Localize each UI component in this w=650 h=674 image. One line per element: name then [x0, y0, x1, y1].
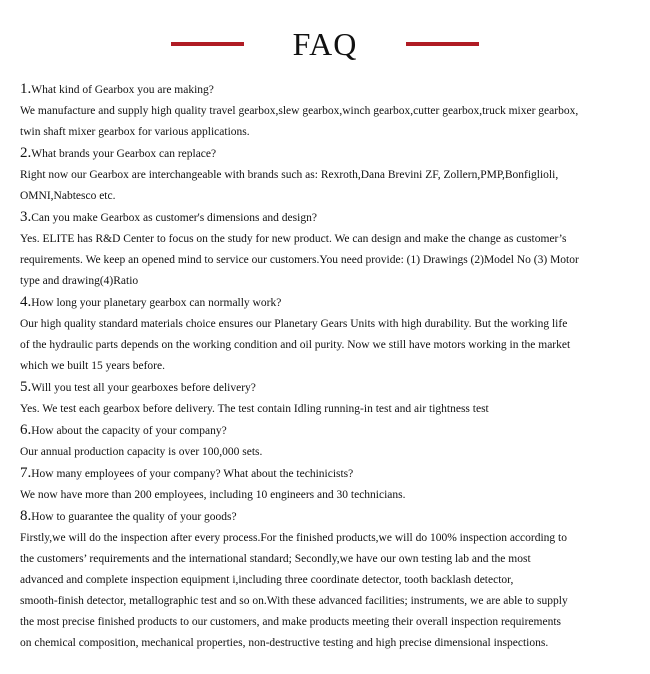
- faq-item: [20, 207, 640, 292]
- answer-line: We manufacture and supply high quality travel gearbox,slew gearbox,winch gearbox,cutter gearbox,truck mixer gearbox,: [20, 105, 579, 117]
- question-text: How many employees of your company? What about the techinicists?: [31, 468, 354, 480]
- answer-line: the customers’ requirements and the international standard; Secondly,we have our own testing lab and the most: [20, 553, 531, 565]
- faq-header: [0, 22, 650, 66]
- answer-line: of the hydraulic parts depends on the working condition and oil purity. Now we still have motors working in the market: [20, 339, 571, 351]
- answer-line: type and drawing(4)Ratio: [20, 275, 139, 287]
- faq-item: [20, 506, 640, 654]
- answer-line: Yes. We test each gearbox before delivery. The test contain Idling running-in test and air tightness test: [20, 403, 489, 415]
- question-number: 8.: [20, 508, 32, 524]
- question-number: 7.: [20, 465, 32, 481]
- faq-answer: [20, 528, 640, 654]
- page-title: FAQ: [292, 26, 358, 62]
- answer-line: smooth-finish detector, metallographic test and so on.With these advanced facilities; instruments, we are able to supply: [20, 595, 568, 607]
- faq-question: [20, 207, 640, 229]
- faq-question: [20, 143, 640, 165]
- answer-line: Firstly,we will do the inspection after every process.For the finished products,we will do 100% inspection according to: [20, 532, 567, 544]
- faq-item: [20, 79, 640, 143]
- answer-line: OMNI,Nabtesco etc.: [20, 190, 116, 202]
- question-text: Will you test all your gearboxes before delivery?: [31, 382, 256, 394]
- answer-line: requirements. We keep an opened mind to service our customers.You need provide: (1) Drawings (2)Model No (3) Motor: [20, 254, 579, 266]
- right-accent-rule: [406, 42, 479, 46]
- question-number: 5.: [20, 379, 32, 395]
- answer-line: advanced and complete inspection equipment i,including three coordinate detector, tooth backlash detector,: [20, 574, 514, 586]
- answer-line: twin shaft mixer gearbox for various applications.: [20, 126, 250, 138]
- question-number: 3.: [20, 209, 32, 225]
- question-text: How about the capacity of your company?: [31, 425, 227, 437]
- faq-question: [20, 463, 640, 485]
- question-text: What kind of Gearbox you are making?: [31, 84, 214, 96]
- answer-line: Right now our Gearbox are interchangeable with brands such as: Rexroth,Dana Brevini ZF, Zollern,PMP,Bonfiglioli,: [20, 169, 559, 181]
- answer-line: the most precise finished products to our customers, and make products meeting their overall inspection requirements: [20, 616, 561, 628]
- question-number: 1.: [20, 81, 32, 97]
- faq-item: [20, 143, 640, 207]
- faq-answer: [20, 442, 640, 463]
- answer-line: which we built 15 years before.: [20, 360, 165, 372]
- question-text: How to guarantee the quality of your goods?: [31, 511, 237, 523]
- question-text: How long your planetary gearbox can normally work?: [31, 297, 282, 309]
- answer-line: Our annual production capacity is over 100,000 sets.: [20, 446, 263, 458]
- faq-item: [20, 292, 640, 377]
- faq-item: [20, 463, 640, 506]
- faq-question: [20, 377, 640, 399]
- faq-item: [20, 377, 640, 420]
- question-number: 2.: [20, 145, 32, 161]
- faq-item: [20, 420, 640, 463]
- faq-question: [20, 420, 640, 442]
- faq-answer: [20, 399, 640, 420]
- answer-line: on chemical composition, mechanical properties, non-destructive testing and high precise dimensional inspections.: [20, 637, 549, 649]
- faq-answer: [20, 101, 640, 143]
- faq-list: [20, 79, 640, 654]
- question-text: Can you make Gearbox as customer's dimensions and design?: [31, 212, 317, 224]
- faq-answer: [20, 485, 640, 506]
- answer-line: Our high quality standard materials choice ensures our Planetary Gears Units with high durability. But the working life: [20, 318, 568, 330]
- question-text: What brands your Gearbox can replace?: [31, 148, 217, 160]
- faq-question: [20, 506, 640, 528]
- question-number: 6.: [20, 422, 32, 438]
- faq-question: [20, 79, 640, 101]
- faq-answer: [20, 314, 640, 377]
- question-number: 4.: [20, 294, 32, 310]
- faq-answer: [20, 229, 640, 292]
- faq-answer: [20, 165, 640, 207]
- answer-line: We now have more than 200 employees, including 10 engineers and 30 technicians.: [20, 489, 406, 501]
- faq-question: [20, 292, 640, 314]
- answer-line: Yes. ELITE has R&D Center to focus on the study for new product. We can design and make the change as customer’s: [20, 233, 567, 245]
